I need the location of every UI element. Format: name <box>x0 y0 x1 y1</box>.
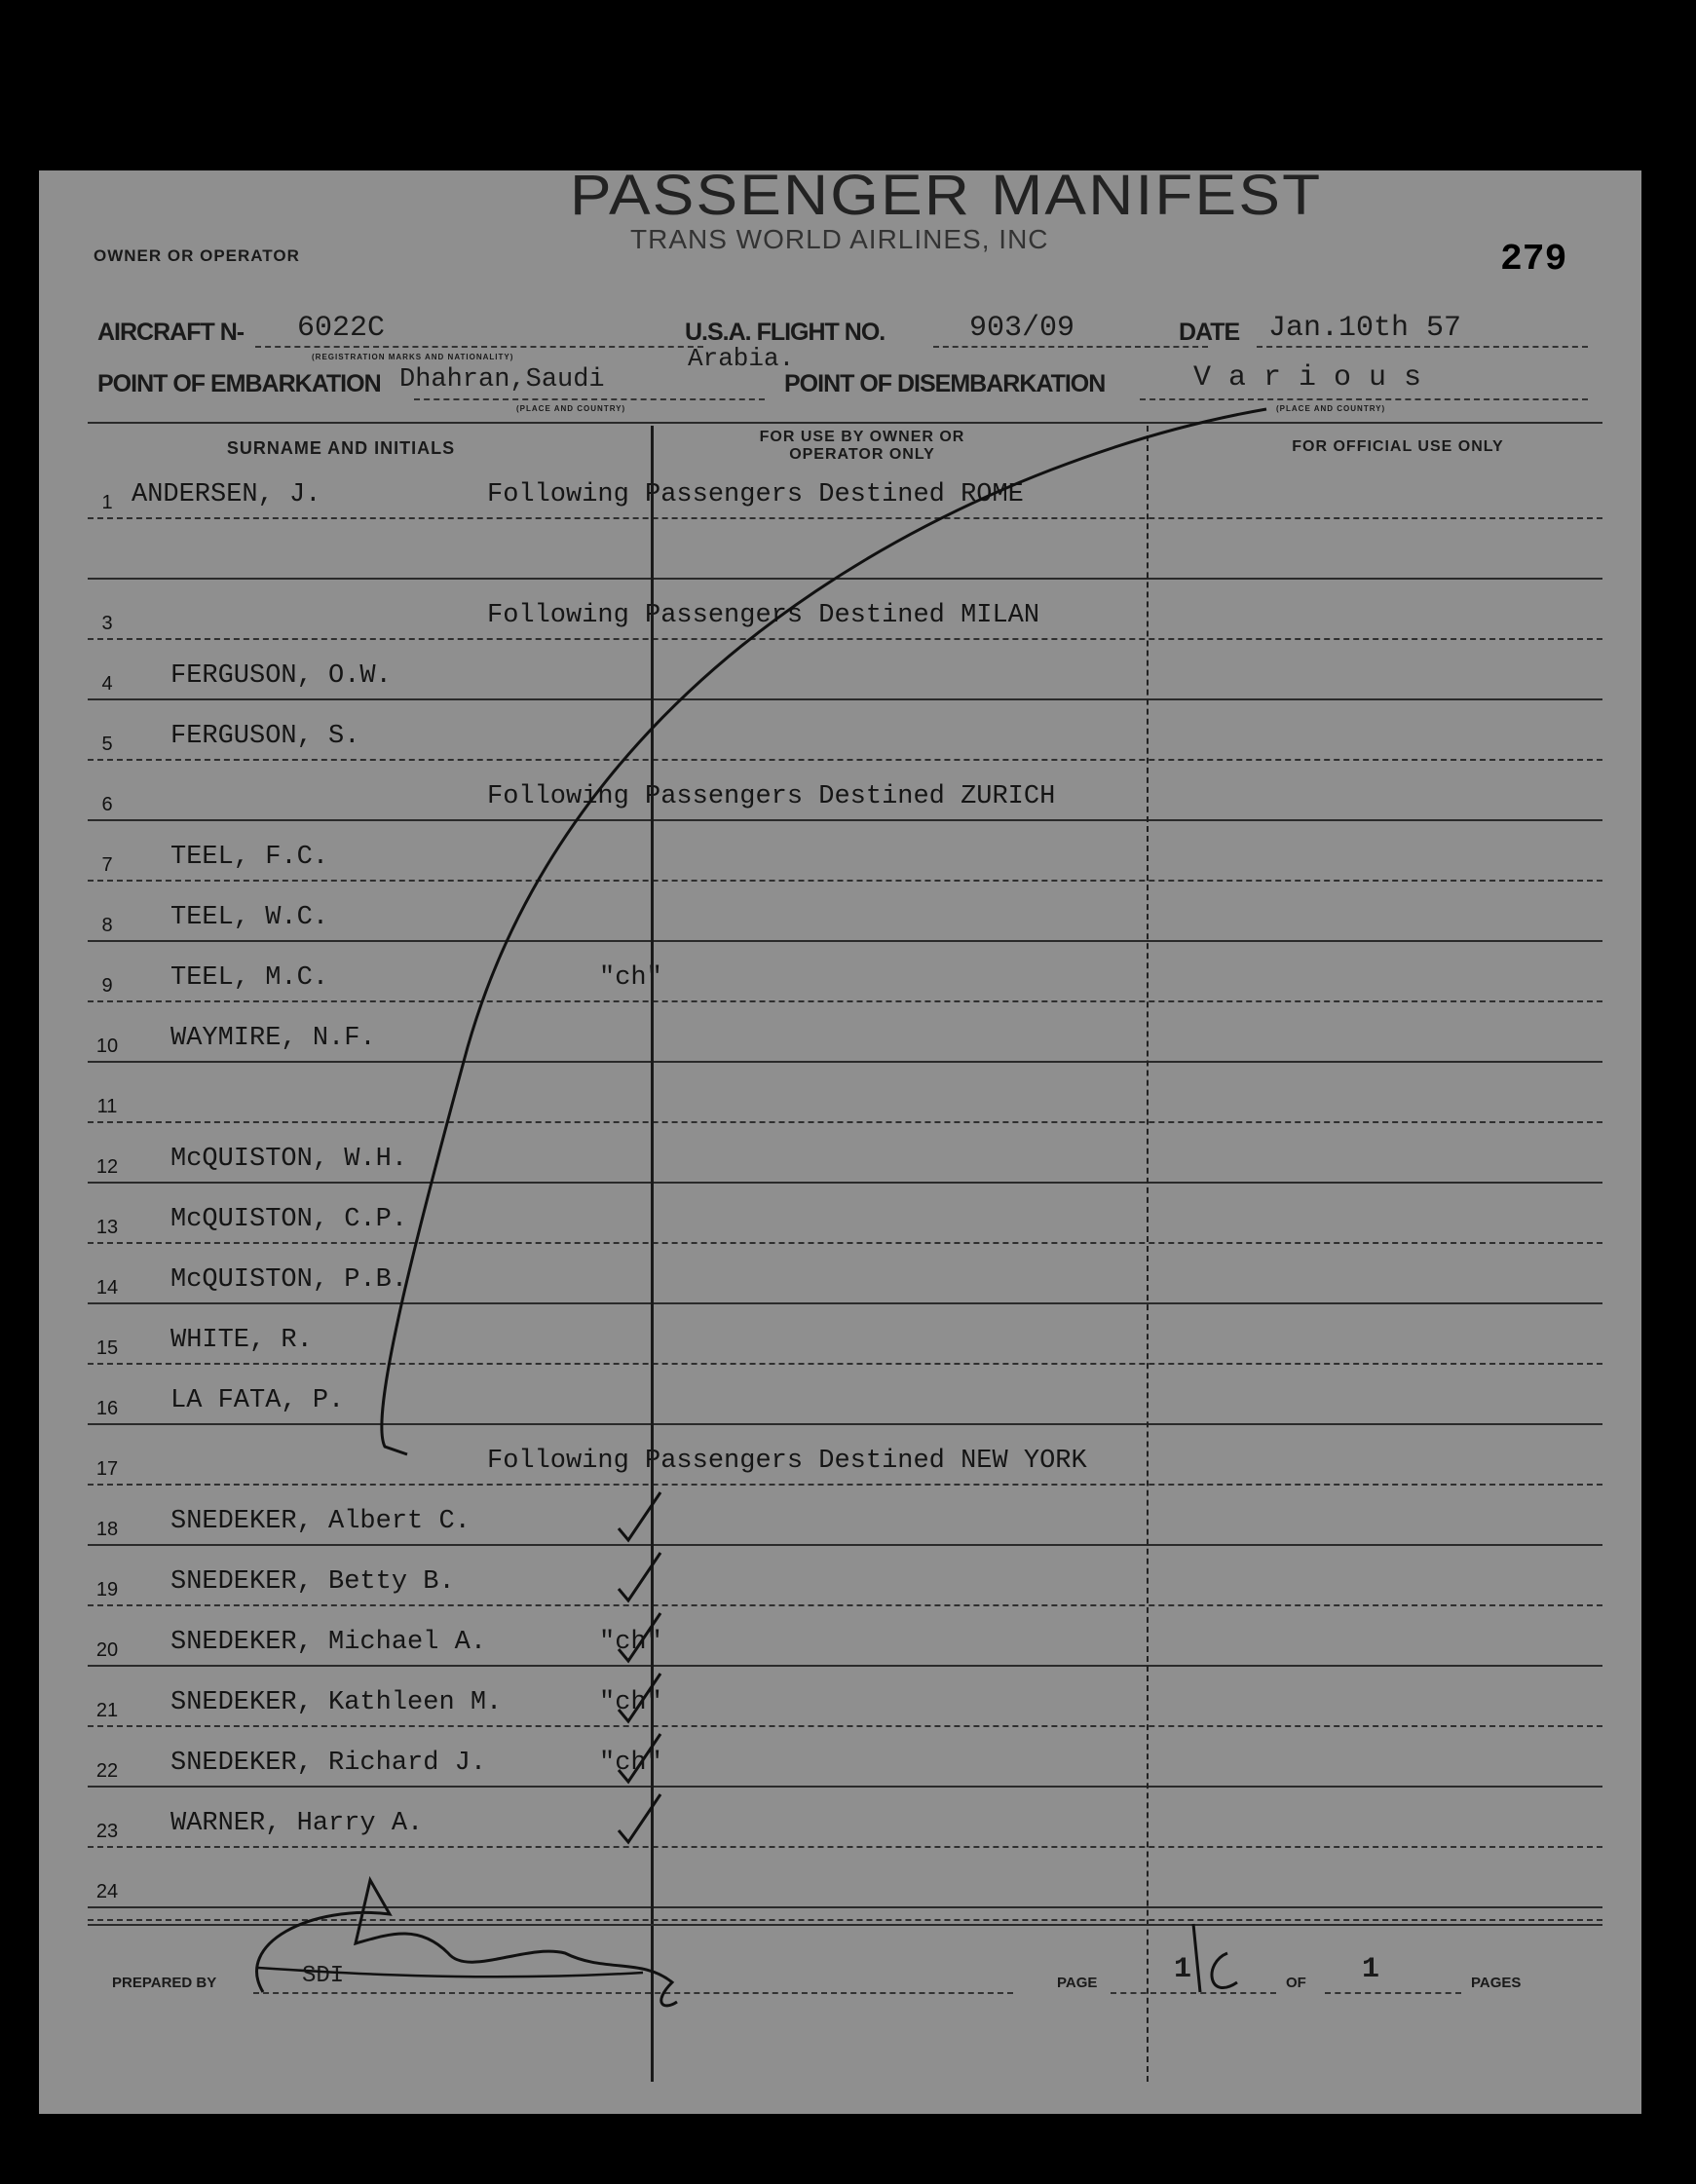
passenger-name: LA FATA, P. <box>170 1386 345 1415</box>
col-head-owner: FOR USE BY OWNER OR OPERATOR ONLY <box>759 429 965 463</box>
passenger-name: FERGUSON, O.W. <box>170 661 392 691</box>
passenger-name: TEEL, F.C. <box>170 843 329 872</box>
row-rule <box>88 1665 1602 1667</box>
child-note: "ch" <box>599 1688 662 1717</box>
row-number: 21 <box>95 1700 119 1721</box>
row-rule <box>88 1786 1602 1788</box>
row-number: 6 <box>101 794 113 815</box>
col-head-official: FOR OFFICIAL USE ONLY <box>1292 438 1504 455</box>
destination-heading: Following Passengers Destined NEW YORK <box>487 1447 1087 1476</box>
row-number: 7 <box>101 854 113 876</box>
check-mark-icon <box>619 1553 660 1600</box>
disembarkation-label: POINT OF DISEMBARKATION <box>784 370 1106 397</box>
owner-label: OWNER OR OPERATOR <box>94 246 300 265</box>
flight-value: 903/09 <box>969 312 1075 345</box>
document-title: PASSENGER MANIFEST <box>570 170 1323 227</box>
row-number: 15 <box>95 1337 119 1359</box>
row-number: 8 <box>101 915 113 936</box>
check-mark-icon <box>619 1794 660 1842</box>
page-value: 1 <box>1174 1953 1192 1986</box>
passenger-name: WAYMIRE, N.F. <box>170 1024 376 1053</box>
prepared-by-label: PREPARED BY <box>112 1975 217 1991</box>
passenger-name: SNEDEKER, Kathleen M. <box>170 1688 503 1717</box>
aircraft-caption: (REGISTRATION MARKS AND NATIONALITY) <box>312 353 514 361</box>
row-number: 16 <box>95 1398 119 1419</box>
aircraft-value: 6022C <box>297 312 386 345</box>
page-mark <box>1193 1924 1237 1992</box>
row-number: 23 <box>95 1821 119 1842</box>
row-number: 24 <box>95 1881 119 1902</box>
row-number: 10 <box>95 1036 119 1057</box>
passenger-name: TEEL, W.C. <box>170 903 329 932</box>
passenger-name: ANDERSEN, J. <box>132 480 321 509</box>
cancellation-arc <box>382 409 1266 1454</box>
embarkation-continuation: Arabia. <box>688 344 795 373</box>
child-note: "ch" <box>599 1628 662 1657</box>
row-number: 13 <box>95 1217 119 1238</box>
row-number: 5 <box>101 734 113 755</box>
row-number: 1 <box>101 492 113 513</box>
passenger-name: SNEDEKER, Michael A. <box>170 1628 487 1657</box>
row-number: 22 <box>95 1760 119 1782</box>
row-rule <box>88 638 1602 640</box>
row-rule <box>88 1061 1602 1063</box>
row-rule <box>88 1544 1602 1546</box>
manifest-sheet <box>39 170 1641 2114</box>
row-rule <box>88 1302 1602 1304</box>
destination-heading: Following Passengers Destined ZURICH <box>487 782 1056 811</box>
row-number: 14 <box>95 1277 119 1299</box>
passenger-name: McQUISTON, P.B. <box>170 1265 408 1295</box>
row-number: 4 <box>101 673 113 695</box>
embarkation-value: Dhahran,Saudi <box>399 365 605 395</box>
row-number: 11 <box>96 1096 118 1117</box>
disembarkation-caption: (PLACE AND COUNTRY) <box>1276 404 1386 413</box>
child-note: "ch" <box>599 1749 662 1778</box>
aircraft-label: AIRCRAFT N- <box>97 319 245 346</box>
passenger-name: McQUISTON, W.H. <box>170 1145 408 1174</box>
row-number: 19 <box>95 1579 119 1600</box>
row-rule <box>88 1000 1602 1002</box>
passenger-name: WHITE, R. <box>170 1326 313 1355</box>
destination-heading: Following Passengers Destined MILAN <box>487 601 1040 630</box>
row-number: 12 <box>95 1156 119 1178</box>
passenger-name: WARNER, Harry A. <box>170 1809 424 1838</box>
header-rule <box>88 422 1602 424</box>
pages-label: PAGES <box>1471 1975 1522 1991</box>
row-rule <box>88 1604 1602 1606</box>
row-rule <box>88 1725 1602 1727</box>
passenger-name: SNEDEKER, Richard J. <box>170 1749 487 1778</box>
embarkation-caption: (PLACE AND COUNTRY) <box>516 404 626 413</box>
date-value: Jan.10th 57 <box>1268 312 1462 345</box>
row-rule <box>88 759 1602 761</box>
row-rule <box>88 1484 1602 1486</box>
child-note: "ch" <box>599 963 662 993</box>
row-number: 17 <box>95 1458 119 1480</box>
passenger-name: FERGUSON, S. <box>170 722 360 751</box>
column-divider-2 <box>1147 426 1149 2082</box>
row-rule <box>88 1242 1602 1244</box>
disembarkation-value: V a r i o u s <box>1193 361 1422 395</box>
row-rule <box>88 517 1602 519</box>
row-rule <box>88 819 1602 821</box>
row-number: 18 <box>95 1519 119 1540</box>
prepared-by-value: SDI <box>302 1963 345 1989</box>
passenger-name: McQUISTON, C.P. <box>170 1205 408 1234</box>
passenger-name: TEEL, M.C. <box>170 963 329 993</box>
column-divider-1 <box>651 426 654 2082</box>
flight-label: U.S.A. FLIGHT NO. <box>685 319 886 346</box>
row-rule <box>88 880 1602 882</box>
row-number: 9 <box>101 975 113 997</box>
of-label: OF <box>1286 1975 1306 1991</box>
row-number: 20 <box>95 1639 119 1661</box>
col-head-surname: SURNAME AND INITIALS <box>226 438 456 458</box>
row-rule <box>88 578 1602 580</box>
check-mark-icon <box>619 1492 660 1540</box>
embarkation-label: POINT OF EMBARKATION <box>97 370 381 397</box>
row-rule <box>88 698 1602 700</box>
airline-name: TRANS WORLD AIRLINES, INC <box>630 224 1049 254</box>
date-label: DATE <box>1179 319 1240 346</box>
row-rule <box>88 940 1602 942</box>
of-value: 1 <box>1362 1953 1380 1986</box>
row-rule <box>88 1423 1602 1425</box>
row-number: 3 <box>101 613 113 634</box>
sheet-number: 279 <box>1500 239 1567 281</box>
passenger-name: SNEDEKER, Betty B. <box>170 1567 455 1597</box>
row-rule <box>88 1363 1602 1365</box>
destination-heading: Following Passengers Destined ROME <box>487 480 1024 509</box>
page-label: PAGE <box>1057 1975 1098 1991</box>
passenger-name: SNEDEKER, Albert C. <box>170 1507 471 1536</box>
row-rule <box>88 1121 1602 1123</box>
row-rule <box>88 1182 1602 1184</box>
row-rule <box>88 1906 1602 1908</box>
row-rule <box>88 1846 1602 1848</box>
